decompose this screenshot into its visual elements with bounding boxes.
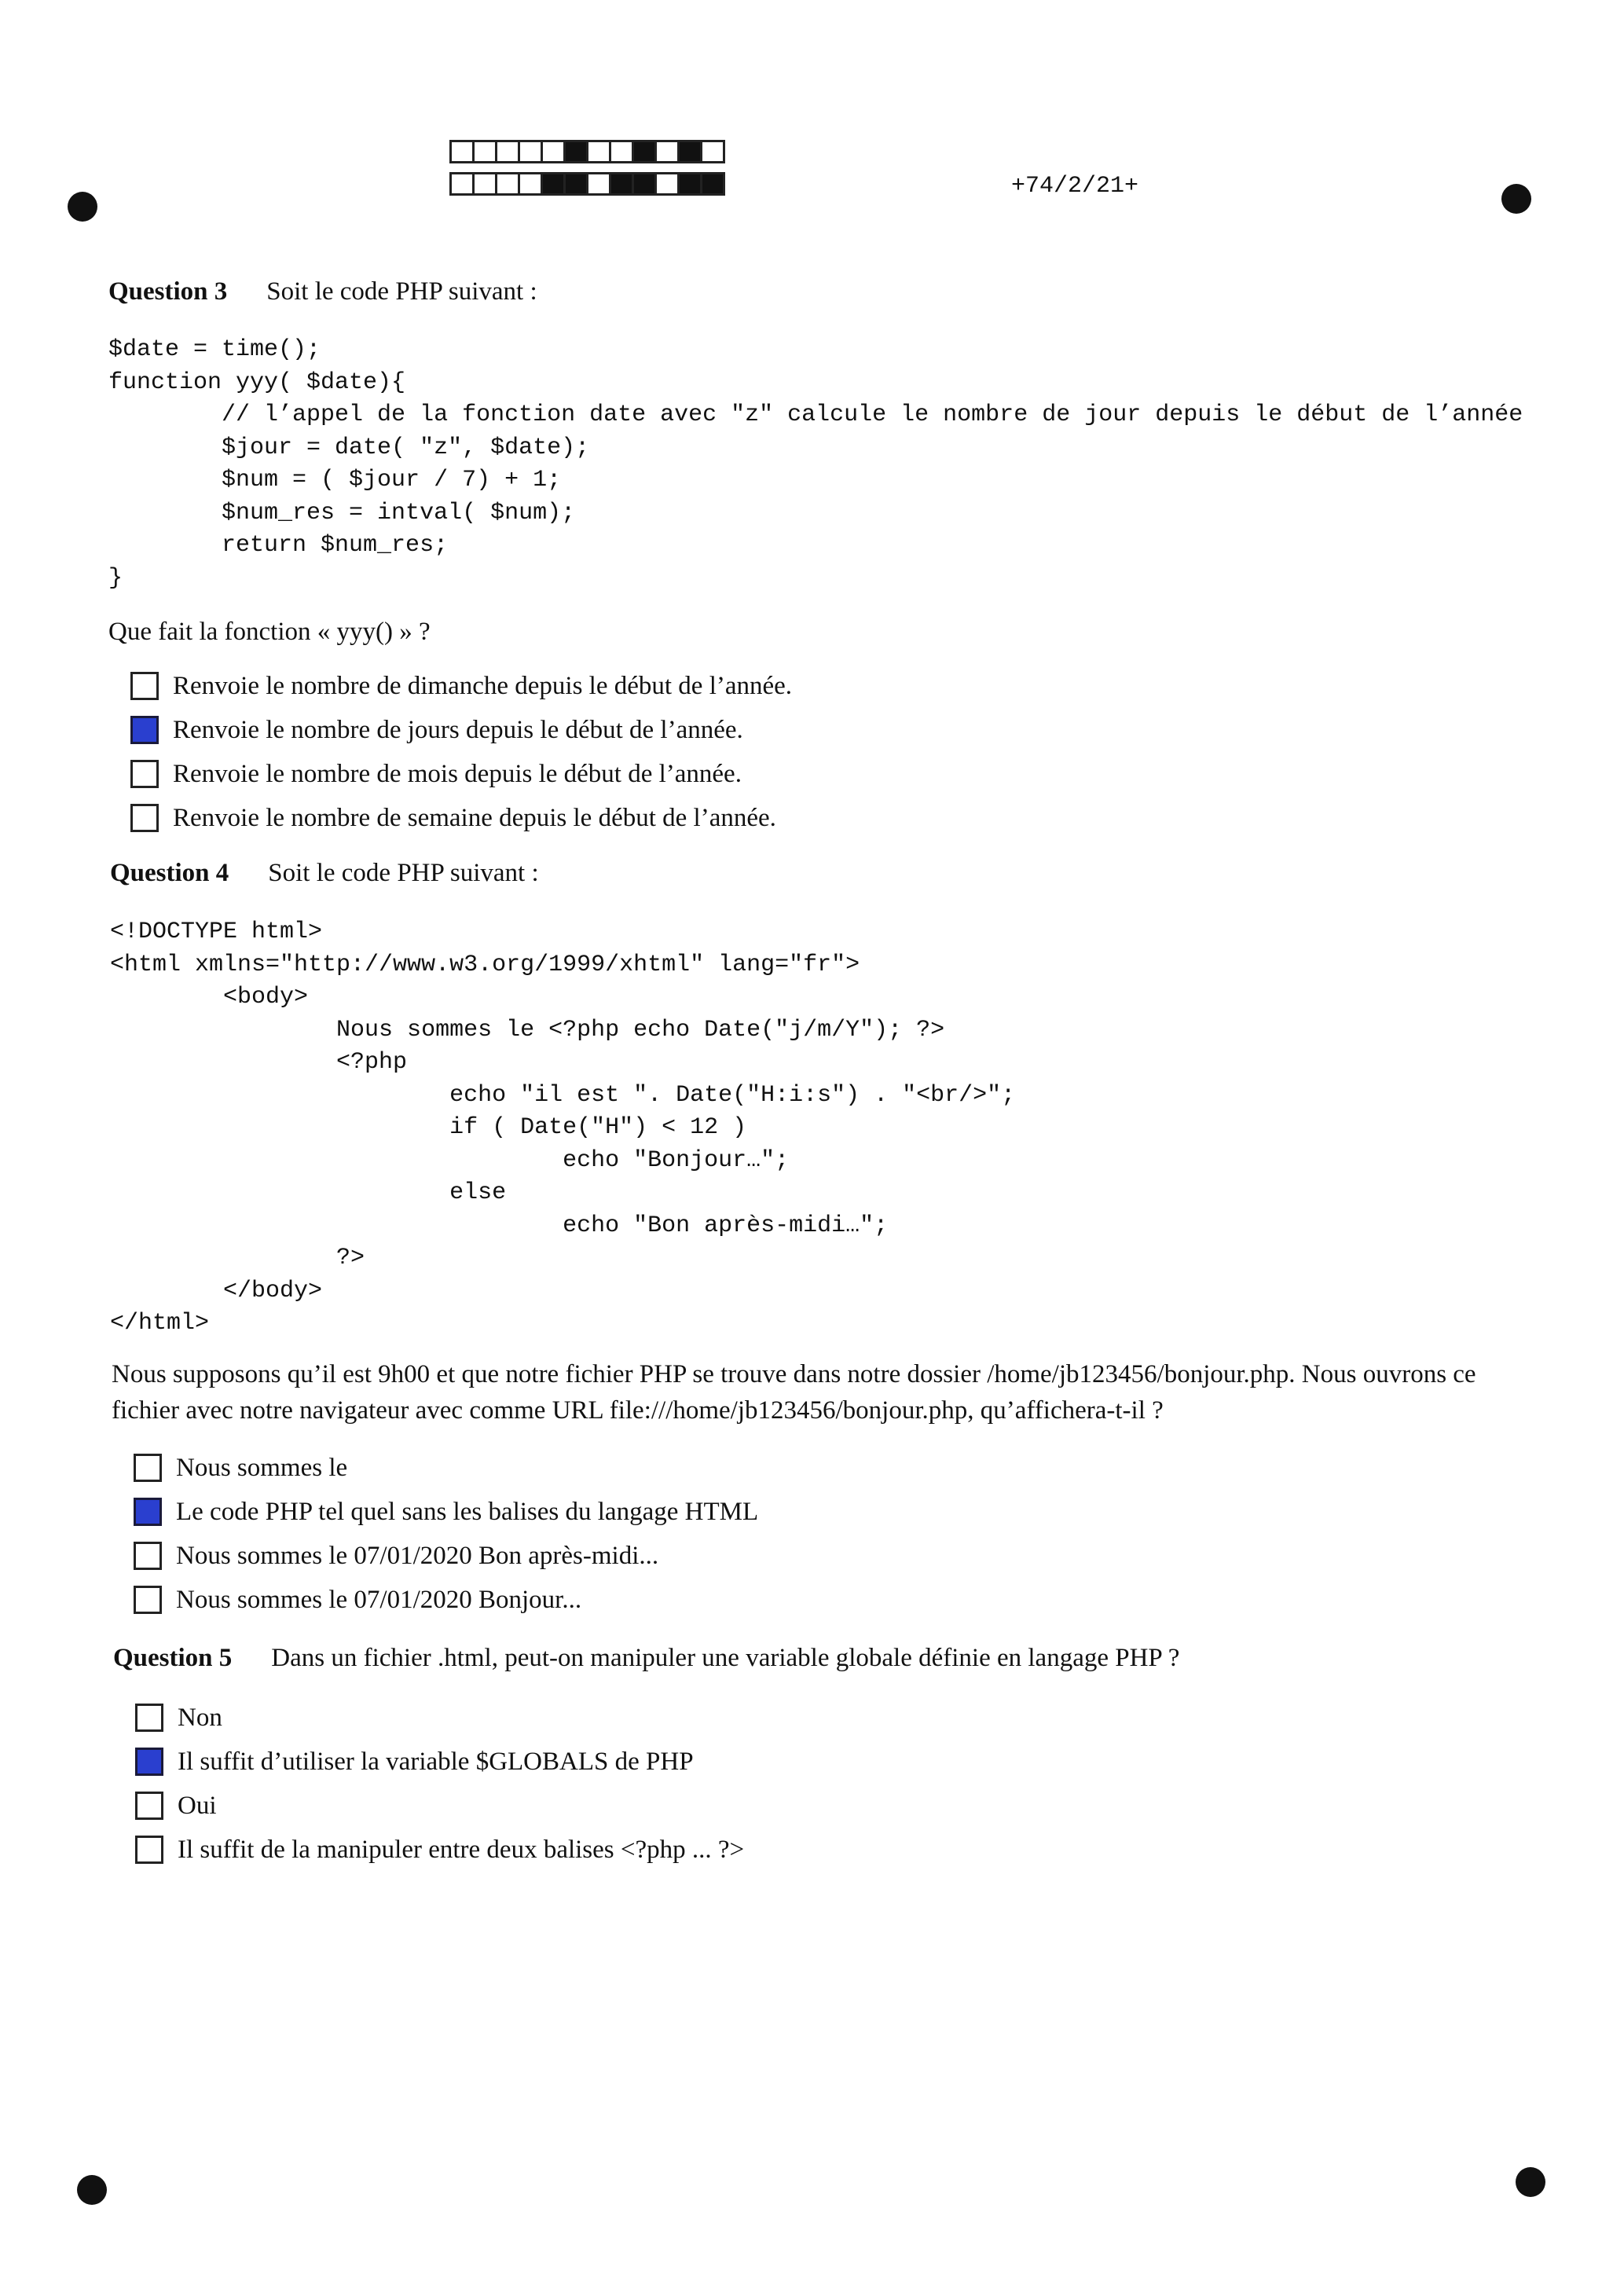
question-label: Question 3 <box>108 277 228 306</box>
answer-checkbox[interactable] <box>130 672 159 700</box>
answer-checkbox[interactable] <box>134 1498 162 1526</box>
barcode-cell <box>609 140 634 163</box>
answer-label: Oui <box>178 1791 217 1820</box>
answer-options <box>130 664 792 840</box>
barcode-row-1 <box>449 140 723 163</box>
answer-option[interactable] <box>134 1490 758 1534</box>
answer-options <box>135 1696 744 1872</box>
barcode-cell <box>654 172 680 196</box>
barcode-cell <box>700 140 725 163</box>
barcode-row-2 <box>449 172 723 196</box>
barcode-cell <box>586 140 611 163</box>
corner-mark-top-left <box>68 192 97 222</box>
barcode-cell <box>586 172 611 196</box>
answer-option[interactable] <box>134 1534 758 1578</box>
corner-mark-bottom-right <box>1516 2167 1545 2197</box>
answer-checkbox[interactable] <box>134 1542 162 1570</box>
barcode-cell <box>449 172 475 196</box>
barcode-cell <box>700 172 725 196</box>
question-5-header <box>113 1644 1179 1673</box>
answer-checkbox[interactable] <box>135 1704 163 1732</box>
answer-option[interactable] <box>134 1578 758 1622</box>
corner-mark-top-right <box>1501 184 1531 214</box>
answer-label: Renvoie le nombre de dimanche depuis le début de l’année. <box>173 671 793 700</box>
answer-option[interactable] <box>134 1446 758 1490</box>
answer-label: Nous sommes le <box>176 1453 348 1482</box>
answer-label: Il suffit de la manipuler entre deux balises <?php ... ?> <box>178 1835 745 1864</box>
question-3-header <box>108 277 537 306</box>
code-block: $date = time(); function yyy( $date){ // l’appel de la fonction date avec "z" calcule le nombre de jour depuis le début de l’année $jour = date( "z", $date); $num = ( $jour / 7) + 1; $num_res = intval( $num); return $num_res; } <box>108 336 1523 592</box>
question-4-header <box>110 859 539 888</box>
barcode-cell <box>632 172 657 196</box>
answer-checkbox[interactable] <box>130 716 159 744</box>
answer-label: Non <box>178 1703 222 1732</box>
answer-option[interactable] <box>135 1784 744 1828</box>
answer-option[interactable] <box>130 664 792 708</box>
question-text: Soit le code PHP suivant : <box>268 859 539 887</box>
answer-checkbox[interactable] <box>134 1586 162 1614</box>
answer-option[interactable] <box>135 1828 744 1872</box>
corner-mark-bottom-left <box>77 2175 107 2205</box>
sheet-id: +74/2/21+ <box>1011 173 1139 200</box>
barcode-cell <box>495 172 520 196</box>
answer-label: Renvoie le nombre de mois depuis le début de l’année. <box>173 759 742 788</box>
barcode-cell <box>654 140 680 163</box>
question-prompt: Nous supposons qu’il est 9h00 et que notre fichier PHP se trouve dans notre dossier /home/jb123456/bonjour.php. Nous ouvrons ce fichier avec notre navigateur avec comme URL file:///home/jb123456/bonjour.php, qu’affichera-t-il ? <box>112 1360 1476 1425</box>
barcode-cell <box>563 140 588 163</box>
answer-option[interactable] <box>130 708 792 752</box>
answer-option[interactable] <box>135 1740 744 1784</box>
question-label: Question 5 <box>113 1644 233 1672</box>
answer-option[interactable] <box>130 752 792 796</box>
barcode-cell <box>632 140 657 163</box>
answer-label: Il suffit d’utiliser la variable $GLOBALS de PHP <box>178 1747 694 1776</box>
answer-label: Renvoie le nombre de jours depuis le début de l’année. <box>173 715 743 744</box>
barcode-cell <box>609 172 634 196</box>
answer-checkbox[interactable] <box>135 1792 163 1820</box>
barcode-cell <box>449 140 475 163</box>
answer-label: Nous sommes le 07/01/2020 Bonjour... <box>176 1585 582 1614</box>
answer-checkbox[interactable] <box>130 804 159 832</box>
answer-options <box>134 1446 758 1622</box>
barcode-cell <box>677 172 702 196</box>
barcode-cell <box>541 140 566 163</box>
barcode-cell <box>472 172 497 196</box>
answer-option[interactable] <box>135 1696 744 1740</box>
question-text: Soit le code PHP suivant : <box>266 277 537 306</box>
code-block: <!DOCTYPE html> <html xmlns="http://www.w3.org/1999/xhtml" lang="fr"> <body> Nous sommes le <?php echo Date("j/m/Y"); ?> <?php echo "il est ". Date("H:i:s") . "<br/>"; if ( Date("H") < 12 ) echo "Bonjour…"; else echo "Bon après-midi…"; ?> </body> </html> <box>110 919 1016 1337</box>
question-prompt: Que fait la fonction « yyy() » ? <box>108 618 431 646</box>
answer-checkbox[interactable] <box>134 1454 162 1482</box>
barcode-cell <box>563 172 588 196</box>
barcode-cell <box>495 140 520 163</box>
barcode-cell <box>518 140 543 163</box>
question-text: Dans un fichier .html, peut-on manipuler une variable globale définie en langage PHP ? <box>271 1644 1180 1672</box>
barcode-cell <box>677 140 702 163</box>
answer-checkbox[interactable] <box>130 760 159 788</box>
barcode-cell <box>518 172 543 196</box>
barcode-cell <box>541 172 566 196</box>
barcode-cell <box>472 140 497 163</box>
question-label: Question 4 <box>110 859 229 887</box>
answer-label: Le code PHP tel quel sans les balises du langage HTML <box>176 1497 759 1526</box>
answer-label: Nous sommes le 07/01/2020 Bon après-midi... <box>176 1541 659 1570</box>
answer-checkbox[interactable] <box>135 1836 163 1864</box>
answer-checkbox[interactable] <box>135 1748 163 1776</box>
answer-label: Renvoie le nombre de semaine depuis le début de l’année. <box>173 803 776 832</box>
answer-option[interactable] <box>130 796 792 840</box>
